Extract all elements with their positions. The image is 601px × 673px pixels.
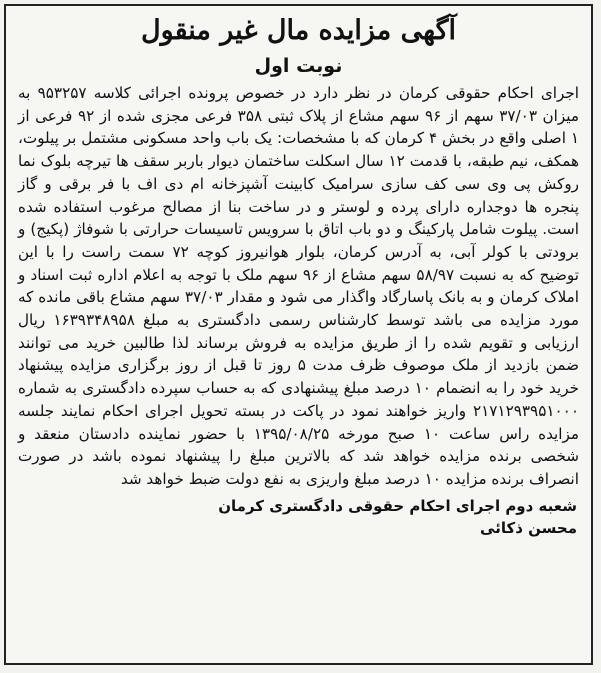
notice-title: آگهی مزایده مال غیر منقول: [141, 15, 456, 46]
notice-body: [6, 80, 591, 491]
notice-signature: [6, 491, 591, 539]
signature-name: محسن ذکائی: [480, 518, 577, 537]
notice-body-text: اجرای احکام حقوقی کرمان در نظر دارد در خصوص پرونده اجرائی کلاسه ۹۵۳۲۵۷ به میزان ۳۷/۰۳ سهم از ۹۶ سهم مشاع از پلاک ثبتی ۳۵۸ فرعی مجزی شده از ۹۲ فرعی از ۱ اصلی واقع در بخش ۴ کرمان که با مشخصات: یک باب واحد مسکونی مشتمل بر پیلوت، همکف، نیم طبقه، با قدمت ۱۲ سال اسکلت ساختمان دیوار باربر سقف ها تیرچه بلوک نما روکش پی وی سی کف سازی سرامیک کابینت آشپزخانه ام دی اف با فر برقی و گاز پنجره ها دوجداره دارای پرده و لوستر و در ساخت بنا از مصالح مرغوب استفاده شده است. پیلوت شامل پارکینگ و دو باب اتاق با سرویس تاسیسات حرارتی با شوفاژ (پکیج) و برودتی با کولر آبی، به آدرس کرمان، بلوار هوانیروز کوچه ۷۲ سمت راست را با این توضیح که به نسبت ۵۸/۹۷ سهم مشاع از ۹۶ سهم ملک با توجه به اعلام اداره ثبت اسناد و املاک کرمان و به بانک پاسارگاد واگذار می شود و مقدار ۳۷/۰۳ سهم مشاع باقی مانده که مورد مزایده می باشد توسط کارشناس رسمی دادگستری به مبلغ ۱۶۳۹۳۴۸۹۵۸ ریال ارزیابی و تقویم شده را از طریق مزایده به فروش برساند لذا طالبین خرید می توانند ضمن بازدید از ملک موصوف ظرف مدت ۵ روز تا قبل از روز برگزاری مزایده پیشنهاد خرید خود را به انضمام ۱۰ درصد مبلغ پیشنهادی که به حساب سپرده دادگستری به شماره ۲۱۷۱۲۹۳۹۵۱۰۰۰ واریز خواهند نمود در پاکت در بسته تحویل اجرای احکام نمایند جلسه مزایده راس ساعت ۱۰ صبح مورخه ۱۳۹۵/۰۸/۲۵ با حضور نماینده دادستان منعقد و شخصی برنده مزایده خواهد شد که بالاترین مبلغ را پیشنهاد نموده باشد در صورت انصراف برنده مزایده ۱۰ درصد مبلغ واریزی به نفع دولت ضبط خواهد شد: [18, 84, 580, 488]
auction-notice: [4, 4, 593, 665]
notice-subtitle: نوبت اول: [254, 55, 343, 77]
signature-office: شعبه دوم اجرای احکام حقوقی دادگستری کرمان: [218, 496, 577, 515]
